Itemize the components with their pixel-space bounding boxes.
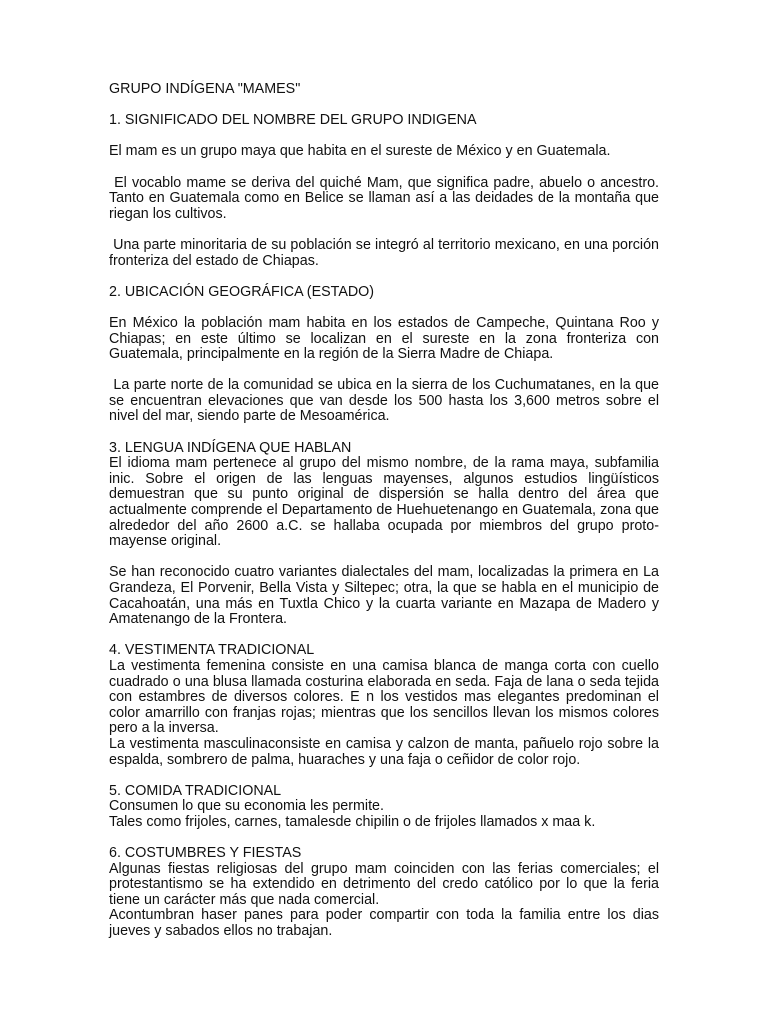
section-4-paragraph-1: La vestimenta femenina consiste en una camisa blanca de manga corta con cuello cuadrado o una blusa llamada costurina elaborada en seda. Faja de lana o seda tejida con estambres de diversos colores. E n los vestidos mas elegantes predominan el color amarrillo con franjas rojas; mientras que los sencillos llevan los mismos colores pero a la inversa.: [109, 657, 659, 737]
section-5-paragraph-2: Tales como frijoles, carnes, tamalesde chipilin o de frijoles llamados x maa k.: [109, 813, 596, 830]
section-5-paragraph-1: Consumen lo que su economia les permite.: [109, 798, 384, 815]
section-4-paragraph-2: La vestimenta masculinaconsiste en camisa y calzon de manta, pañuelo rojo sobre la espalda, sombrero de palma, huaraches y una faja o ceñidor de color rojo.: [109, 735, 659, 768]
section-heading-3: 3. LENGUA INDÍGENA QUE HABLAN: [109, 439, 352, 456]
section-heading-2: 2. UBICACIÓN GEOGRÁFICA (ESTADO): [109, 283, 375, 300]
section-heading-5: 5. COMIDA TRADICIONAL: [109, 782, 282, 799]
section-6-paragraph-2: Acontumbran haser panes para poder compartir con toda la familia entre los dias jueves y sabados ellos no trabajan.: [109, 907, 659, 940]
section-1-paragraph-3: Una parte minoritaria de su población se integró al territorio mexicano, en una porción fronteriza del estado de Chiapas.: [109, 236, 663, 269]
section-heading-1: 1. SIGNIFICADO DEL NOMBRE DEL GRUPO INDIGENA: [109, 112, 477, 129]
section-heading-6: 6. COSTUMBRES Y FIESTAS: [109, 845, 302, 862]
section-2-paragraph-1: En México la población mam habita en los estados de Campeche, Quintana Roo y Chiapas; en este último se localizan en el sureste en la zona fronteriza con Guatemala, principalmente en la región de la Sierra Madre de Chiapa.: [109, 314, 659, 363]
section-2-paragraph-2: La parte norte de la comunidad se ubica en la sierra de los Cuchumatanes, en la que se encuentran elevaciones que van desde los 500 hasta los 3,600 metros sobre el nivel del mar, siendo parte de Mesoamérica.: [109, 377, 663, 425]
document-title: GRUPO INDÍGENA "MAMES": [109, 81, 301, 97]
section-6-paragraph-1: Algunas fiestas religiosas del grupo mam coinciden con las ferias comerciales; el protestantismo se ha extendido en detrimento del credo católico por lo que la feria tiene un carácter más que nada comercial.: [109, 860, 659, 908]
section-3-paragraph-1: El idioma mam pertenece al grupo del mismo nombre, de la rama maya, subfamilia inic. Sobre el origen de las lenguas mayenses, algunos estudios lingüísticos demuestran que su punto original de dispersión se halla dentro del área que actualmente comprende el Departamento de Huehuetenango en Guatemala, zona que alrededor del año 2600 a.C. se hallaba ocupada por miembros del grupo proto-mayense original.: [109, 455, 659, 550]
section-heading-4: 4. VESTIMENTA TRADICIONAL: [109, 642, 315, 659]
section-3-paragraph-2: Se han reconocido cuatro variantes dialectales del mam, localizadas la primera en La Grandeza, El Porvenir, Bella Vista y Siltepec; otra, la que se habla en el municipio de Cacahoatán, una más en Tuxtla Chico y la cuarta variante en Mazapa de Madero y Amatenango de la Frontera.: [109, 564, 659, 628]
section-1-paragraph-1: El mam es un grupo maya que habita en el sureste de México y en Guatemala.: [109, 143, 611, 160]
section-1-paragraph-2: El vocablo mame se deriva del quiché Mam, que significa padre, abuelo o ancestro. Tanto en Guatemala como en Belice se llaman así a las deidades de la montaña que riegan los cultivos.: [109, 174, 663, 222]
